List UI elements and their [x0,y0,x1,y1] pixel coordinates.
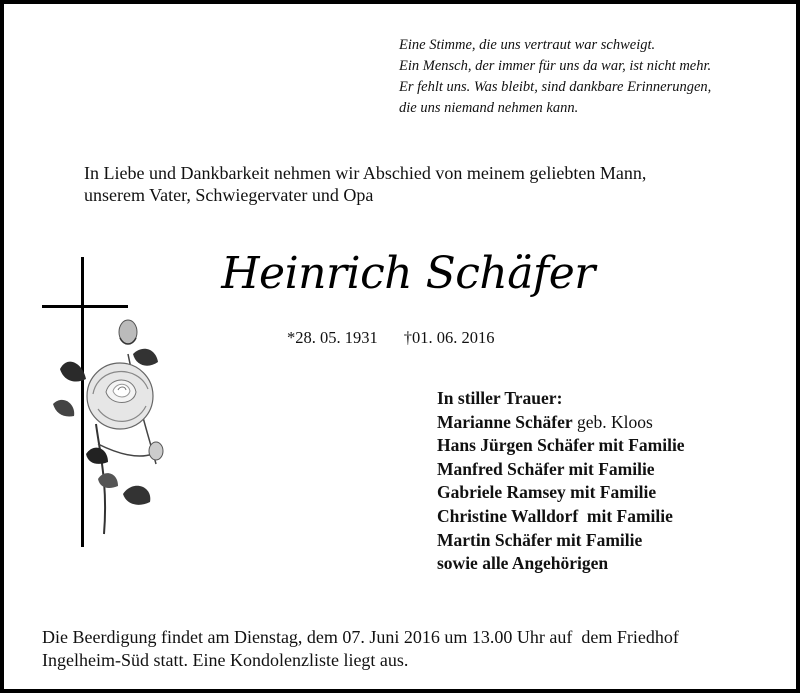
poem-line: Ein Mensch, der immer für uns da war, ist nicht mehr. [399,58,712,74]
poem-line: Er fehlt uns. Was bleibt, sind dankbare Erinnerungen, [399,79,712,95]
deceased-name: Heinrich Schäfer [221,248,595,299]
life-dates [287,328,495,348]
poem-line: die uns niemand nehmen kann. [399,100,579,116]
birth-date: 28. 05. 1931 [295,328,378,347]
funeral-info [42,626,679,672]
mourner-entry: Manfred Schäfer mit Familie [437,458,655,479]
mourner-maiden-name: geb. Kloos [572,411,653,432]
birth-symbol: * [287,328,296,347]
intro-line: In Liebe und Dankbarkeit nehmen wir Abschied von meinem geliebten Mann, [84,163,647,183]
rose-icon [53,320,163,534]
poem-line: Eine Stimme, die uns vertraut war schweigt. [399,37,656,53]
funeral-line: Ingelheim-Süd statt. Eine Kondolenzliste liegt aus. [42,650,409,670]
cross-and-rose-artwork [38,254,178,554]
mourner-name: Marianne Schäfer [437,411,573,432]
death-cross-icon: † [403,328,412,347]
intro-line: unserem Vater, Schwiegervater und Opa [84,185,374,205]
poem [399,35,779,119]
mourner-entry: Hans Jürgen Schäfer mit Familie [437,435,685,456]
funeral-line: Die Beerdigung findet am Dienstag, dem 07. Juni 2016 um 13.00 Uhr auf dem Friedhof [42,627,679,647]
mourner-entry: Christine Walldorf mit Familie [437,505,673,526]
death-date: 01. 06. 2016 [412,328,495,347]
mourners-heading: In stiller Trauer: [437,388,563,408]
mourner-entry: sowie alle Angehörigen [437,553,609,574]
intro-text [84,162,784,206]
mourners-list [437,387,685,576]
mourner-entry: Martin Schäfer mit Familie [437,529,643,550]
mourner-entry: Gabriele Ramsey mit Familie [437,482,657,503]
